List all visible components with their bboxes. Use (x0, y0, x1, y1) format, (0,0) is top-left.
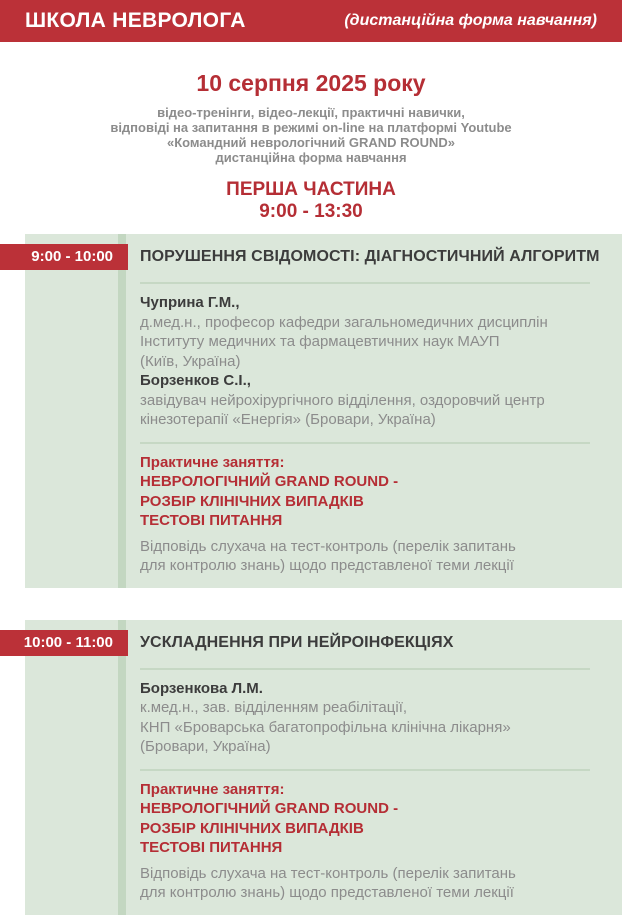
event-description-line: відео-тренінги, відео-лекції, практичні навички, (157, 105, 465, 120)
vertical-accent-stripe (118, 234, 126, 588)
practical-line: РОЗБІР КЛІНІЧНИХ ВИПАДКІВ (140, 819, 364, 837)
practical-label: Практичне заняття: (140, 780, 285, 798)
separator-line (140, 769, 590, 771)
part-time-range: 9:00 - 13:30 (259, 201, 363, 222)
speaker-affiliation-line: к.мед.н., зав. відділенням реабілітації, (140, 699, 408, 716)
practical-line: РОЗБІР КЛІНІЧНИХ ВИПАДКІВ (140, 492, 364, 510)
practical-line: НЕВРОЛОГІЧНИЙ GRAND ROUND - (140, 800, 399, 817)
speaker-affiliation-line: Інституту медичних та фармацевтичних наук МАУП (140, 333, 500, 350)
test-control-note (140, 864, 590, 903)
school-title: ШКОЛА НЕВРОЛОГА (25, 9, 246, 32)
speaker-affiliation-line: (Бровари, Україна) (140, 738, 271, 755)
session-1-time-badge: 9:00 - 10:00 (0, 244, 128, 270)
speaker-entry (140, 371, 590, 430)
session-block-2 (25, 620, 622, 915)
note-line: Відповідь слухача на тест-контроль (перелік запитань (140, 864, 516, 882)
vertical-accent-stripe (118, 620, 126, 915)
separator-line (140, 668, 590, 670)
event-date: 10 серпня 2025 року (196, 70, 426, 96)
speaker-affiliation-line: КНП «Броварська багатопрофільна клінічна лікарня» (140, 718, 511, 736)
header-bar (0, 0, 622, 42)
speaker-name: Борзенков С.І., (140, 372, 251, 389)
event-description-line: дистанційна форма навчання (215, 150, 407, 165)
practical-line: НЕВРОЛОГІЧНИЙ GRAND ROUND - (140, 473, 399, 490)
session-2-content (140, 668, 590, 903)
session-1-title: ПОРУШЕННЯ СВІДОМОСТІ: ДІАГНОСТИЧНИЙ АЛГОРИТМ (140, 248, 600, 265)
note-line: Відповідь слухача на тест-контроль (перелік запитань (140, 537, 516, 555)
separator-line (140, 442, 590, 444)
speaker-entry (140, 293, 590, 371)
practical-session-info (140, 453, 590, 576)
speaker-affiliation-line: д.мед.н., професор кафедри загальномедичних дисциплін (140, 313, 548, 331)
note-line: для контролю знань) щодо представленої теми лекції (140, 557, 514, 574)
education-form-subtitle: (дистанційна форма навчання) (344, 12, 597, 29)
practical-label: Практичне заняття: (140, 453, 285, 471)
part-title: ПЕРША ЧАСТИНА (226, 179, 396, 200)
intro-section (0, 70, 622, 223)
session-2-time-badge: 10:00 - 11:00 (0, 630, 128, 656)
session-1-header (25, 234, 622, 270)
session-block-1 (25, 234, 622, 588)
note-line: для контролю знань) щодо представленої теми лекції (140, 884, 514, 901)
event-description-line: відповіді на запитання в режимі on-line на платформі Youtube (110, 120, 512, 135)
session-1-content (140, 282, 590, 576)
event-description-line: «Командний неврологічний GRAND ROUND» (166, 135, 455, 150)
speaker-affiliation-line: кінезотерапії «Енергія» (Бровари, Україна) (140, 411, 436, 428)
session-2-title: УСКЛАДНЕННЯ ПРИ НЕЙРОІНФЕКЦІЯХ (140, 633, 454, 651)
speaker-affiliation-line: завідувач нейрохірургічного відділення, оздоровчий центр (140, 391, 545, 409)
test-control-note (140, 537, 590, 576)
separator-line (140, 282, 590, 284)
speaker-entry (140, 679, 590, 757)
speaker-name: Чуприна Г.М., (140, 294, 240, 311)
speaker-affiliation-line: (Київ, Україна) (140, 352, 241, 370)
practical-line: ТЕСТОВІ ПИТАННЯ (140, 839, 283, 856)
speaker-name: Борзенкова Л.М. (140, 679, 263, 697)
session-2-header (25, 620, 622, 656)
practical-line: ТЕСТОВІ ПИТАННЯ (140, 512, 283, 529)
practical-session-info (140, 780, 590, 903)
